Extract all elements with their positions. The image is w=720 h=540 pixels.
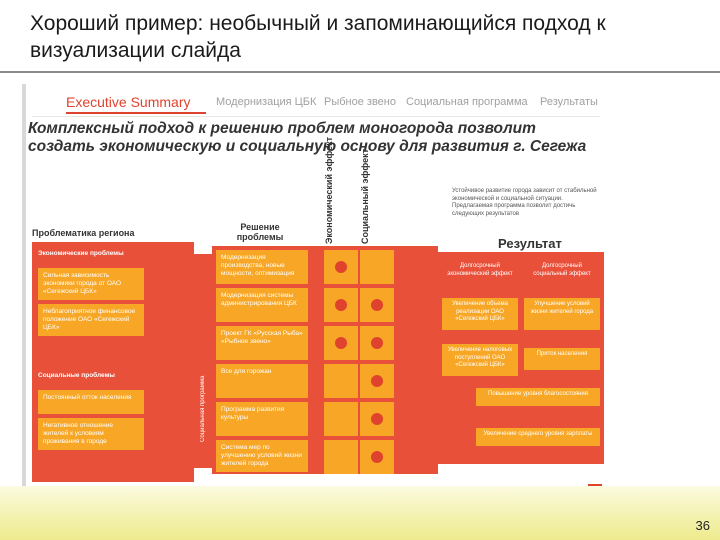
- economic-problems-heading: Экономические проблемы: [38, 250, 124, 257]
- solution-box: Система мер по улучшению условий жизни жителей города: [216, 440, 308, 472]
- social-effect-cell: [360, 250, 394, 284]
- result-box: Повышение уровня благосостояния: [476, 388, 600, 406]
- solution-box: Проект ГК «Русская Рыба» «Рыбное звено»: [216, 326, 308, 360]
- solution-column-title: Решение проблемы: [236, 222, 284, 242]
- effect-dot: [371, 451, 383, 463]
- economic-effect-cell: [324, 326, 358, 360]
- solution-box: Модернизация системы администрирования ЦБК: [216, 288, 308, 322]
- effect-grid: [324, 246, 438, 474]
- problem-box: Постоянный отток населения: [38, 390, 144, 414]
- effect-dot: [371, 375, 383, 387]
- solution-panel: [212, 246, 324, 474]
- result-note: Устойчивое развитие города зависит от стабильной экономической и социальной ситуации. Предлагаемая программа позволит достичь следующих результатов: [452, 188, 597, 217]
- nav-divider: [32, 116, 600, 117]
- social-effect-cell: [360, 364, 394, 398]
- page-title: Хороший пример: необычный и запоминающийся подход к визуализации слайда: [30, 12, 606, 62]
- slide-image: [22, 84, 608, 502]
- social-program-label: Социальная программа: [200, 375, 206, 443]
- nav-item-1: Модернизация ЦБК: [216, 96, 317, 108]
- problem-box: Сильная зависимость экономики города от ОАО «Сегежский ЦБК»: [38, 268, 144, 300]
- effect-dot: [335, 299, 347, 311]
- result-panel: [438, 252, 604, 464]
- result-box: Приток населения: [524, 348, 600, 370]
- effect-dot: [371, 299, 383, 311]
- nav-item-3: Социальная программа: [406, 96, 528, 108]
- result-box: Увеличение налоговых поступлений ОАО «Сегежский ЦБК»: [442, 344, 518, 376]
- slide-headline: Комплексный подход к решению проблем моногорода позволит создать экономическую и социальную основу для развития г. Сегежа: [28, 120, 587, 155]
- social-effect-column-title: Социальный эффект: [360, 149, 370, 244]
- result-box: Увеличение объема реализации ОАО «Сегежский ЦБК»: [442, 298, 518, 330]
- problems-panel: [32, 242, 194, 482]
- economic-effect-cell: [324, 250, 358, 284]
- nav-item-2: Рыбное звено: [324, 96, 396, 108]
- economic-effect-cell: [324, 364, 358, 398]
- page-number: 36: [695, 518, 710, 533]
- effect-dot: [371, 337, 383, 349]
- solution-box: Все для горожан: [216, 364, 308, 398]
- problem-box: Неблагоприятное финансовое положение ОАО «Сегежский ЦБК»: [38, 304, 144, 336]
- slide-edge-stripe: [22, 84, 26, 502]
- problems-column-title: Проблематика региона: [32, 228, 135, 238]
- social-effect-cell: [360, 402, 394, 436]
- result-box: Увеличение среднего уровня зарплаты: [476, 428, 600, 446]
- nav-active-underline: [66, 112, 206, 114]
- title-divider: [0, 71, 720, 73]
- economic-effect-cell: [324, 440, 358, 474]
- social-effect-cell: [360, 440, 394, 474]
- economic-effect-column-title: Экономический эффект: [324, 137, 334, 244]
- solution-box: Программа развития культуры: [216, 402, 308, 436]
- result-box: Улучшение условий жизни жителей города: [524, 298, 600, 330]
- nav-item-4: Результаты: [540, 96, 598, 108]
- solution-box: Модернизация производства, новые мощности, оптимизация: [216, 250, 308, 284]
- economic-effect-cell: [324, 402, 358, 436]
- effect-dot: [371, 413, 383, 425]
- effect-dot: [335, 337, 347, 349]
- social-effect-cell: [360, 288, 394, 322]
- nav-item-executive-summary: Executive Summary: [66, 94, 191, 110]
- result-box: Долгосрочный социальный эффект: [524, 260, 600, 292]
- social-problems-heading: Социальные проблемы: [38, 372, 115, 379]
- social-effect-cell: [360, 326, 394, 360]
- problem-box: Негативное отношение жителей к условиям проживания в городе: [38, 418, 144, 450]
- economic-effect-cell: [324, 288, 358, 322]
- result-box: Долгосрочный экономический эффект: [442, 260, 518, 292]
- result-column-title: Результат: [498, 236, 562, 251]
- effect-dot: [335, 261, 347, 273]
- footer-band: [0, 486, 720, 540]
